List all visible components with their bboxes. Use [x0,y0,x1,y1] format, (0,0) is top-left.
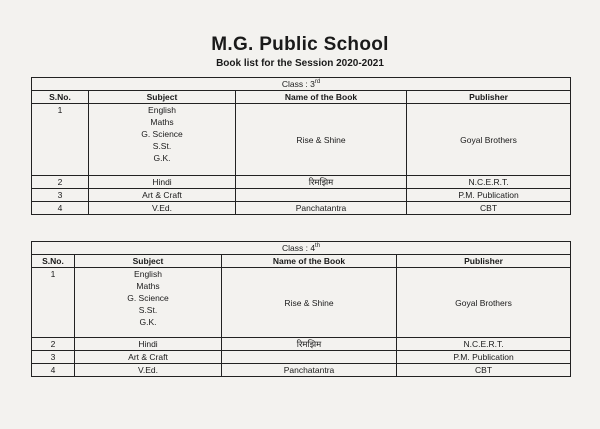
subject-item: G.K. [153,153,171,163]
subject-item: Maths [150,117,174,127]
row-publisher: P.M. Publication [407,189,571,202]
row-book [236,189,407,202]
subject-item: English [134,269,162,279]
subject-item: S.St. [152,141,172,151]
subject-item: G. Science [141,129,183,139]
row-book: Rise & Shine [236,104,407,176]
col-publisher: Publisher [397,255,571,268]
row-book: Panchatantra [222,364,397,377]
subject-item: English [148,105,176,115]
subject-item: G. Science [127,293,169,303]
table-row [32,364,571,377]
class-heading [32,242,571,255]
table-row [32,338,571,351]
col-book: Name of the Book [236,91,407,104]
row-subject: Hindi [75,338,222,351]
col-publisher: Publisher [407,91,571,104]
row-subject: V.Ed. [89,202,236,215]
class-label: Class : [281,79,311,89]
row-subject: Art & Craft [89,189,236,202]
table-row [32,351,571,364]
session-subtitle: Book list for the Session 2020-2021 [216,58,384,69]
class-number: 4 [310,243,316,253]
column-header-row [32,91,571,104]
row-sno: 4 [32,364,75,377]
row-subjects [89,104,236,176]
row-sno: 3 [32,189,89,202]
class-heading [32,78,571,91]
row-publisher: CBT [397,364,571,377]
row-subject: Art & Craft [75,351,222,364]
row-book [222,351,397,364]
row-publisher: N.C.E.R.T. [397,338,571,351]
col-book: Name of the Book [222,255,397,268]
class-label: Class : [281,243,311,253]
class-header-row [32,78,571,91]
subject-item: G.K. [139,317,157,327]
col-subject: Subject [89,91,236,104]
row-book: रिमझिम [236,176,407,189]
column-header-row [32,255,571,268]
table-row [32,202,571,215]
class-header-row [32,242,571,255]
col-sno: S.No. [32,255,75,268]
row-publisher: N.C.E.R.T. [407,176,571,189]
row-sno: 3 [32,351,75,364]
row-subject: V.Ed. [75,364,222,377]
book-table-class-3 [31,77,571,215]
class-number: 3 [310,79,315,89]
row-publisher: Goyal Brothers [407,104,571,176]
row-book: Rise & Shine [222,268,397,338]
row-sno: 2 [32,338,75,351]
book-table-class-4 [31,241,571,377]
subject-item: Maths [136,281,160,291]
table-row [32,176,571,189]
col-subject: Subject [75,255,222,268]
row-publisher: Goyal Brothers [397,268,571,338]
row-sno: 2 [32,176,89,189]
row-publisher: P.M. Publication [397,351,571,364]
class-suffix: th [315,243,321,250]
table-row [32,189,571,202]
row-book: Panchatantra [236,202,407,215]
subject-item: S.St. [138,305,158,315]
table-row [32,104,571,176]
row-subjects [75,268,222,338]
school-title: M.G. Public School [211,34,389,55]
row-sno: 1 [32,104,89,176]
row-publisher: CBT [407,202,571,215]
row-sno: 4 [32,202,89,215]
row-subject: Hindi [89,176,236,189]
col-sno: S.No. [32,91,89,104]
table-row [32,268,571,338]
class-suffix: rd [314,79,321,86]
row-book: रिमझिम [222,338,397,351]
row-sno: 1 [32,268,75,338]
